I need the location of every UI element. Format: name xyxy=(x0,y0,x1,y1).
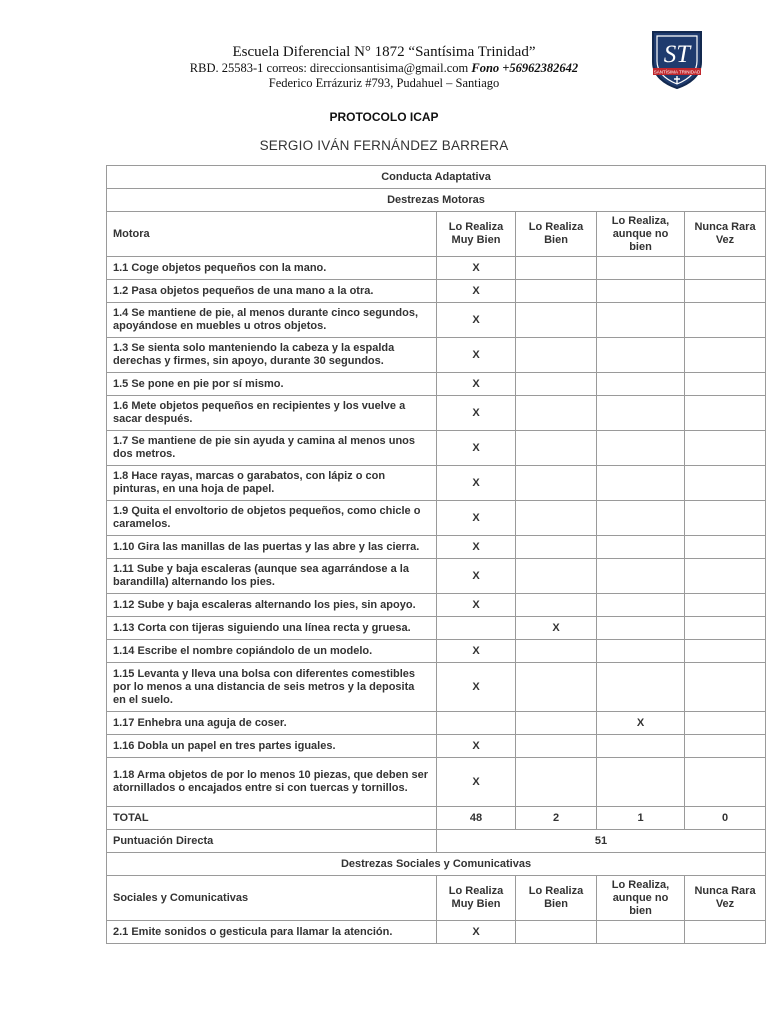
school-phone: Fono +56962382642 xyxy=(471,61,579,75)
mark-muy-bien xyxy=(437,712,516,735)
table-row xyxy=(107,373,766,396)
item-label: 1.4 Se mantiene de pie, al menos durante cinco segundos, apoyándose en muebles u otros objetos. xyxy=(107,303,437,338)
table-row xyxy=(107,921,766,944)
school-rbd-email: RBD. 25583-1 correos: direccionsantisima@gmail.com xyxy=(189,61,472,75)
mark-muy-bien: X xyxy=(437,466,516,501)
table-row xyxy=(107,431,766,466)
item-label: 1.5 Se pone en pie por sí mismo. xyxy=(107,373,437,396)
mark-bien xyxy=(516,338,597,373)
mark-bien xyxy=(516,663,597,712)
item-label: 1.14 Escribe el nombre copiándolo de un modelo. xyxy=(107,640,437,663)
mark-nunca xyxy=(685,257,766,280)
item-label: 1.9 Quita el envoltorio de objetos pequeños, como chicle o caramelos. xyxy=(107,501,437,536)
mark-muy-bien: X xyxy=(437,338,516,373)
motor-header-row xyxy=(107,212,766,257)
item-label: 1.13 Corta con tijeras siguiendo una línea recta y gruesa. xyxy=(107,617,437,640)
header-bien: Lo Realiza Bien xyxy=(516,212,597,257)
mark-aunque-no-bien xyxy=(597,396,685,431)
item-label: 1.10 Gira las manillas de las puertas y las abre y las cierra. xyxy=(107,536,437,559)
table-row xyxy=(107,594,766,617)
mark-aunque-no-bien xyxy=(597,594,685,617)
mark-aunque-no-bien xyxy=(597,559,685,594)
motor-header-category: Motora xyxy=(107,212,437,257)
total-nunca: 0 xyxy=(685,807,766,830)
mark-bien xyxy=(516,921,597,944)
mark-aunque-no-bien xyxy=(597,373,685,396)
mark-bien xyxy=(516,303,597,338)
table-row xyxy=(107,735,766,758)
item-label: 1.6 Mete objetos pequeños en recipientes y los vuelve a sacar después. xyxy=(107,396,437,431)
mark-muy-bien: X xyxy=(437,663,516,712)
item-label: 1.2 Pasa objetos pequeños de una mano a la otra. xyxy=(107,280,437,303)
section-row xyxy=(107,166,766,189)
mark-nunca xyxy=(685,396,766,431)
mark-aunque-no-bien xyxy=(597,280,685,303)
svg-text:SANTÍSIMA TRINIDAD: SANTÍSIMA TRINIDAD xyxy=(653,69,701,75)
item-label: 1.1 Coge objetos pequeños con la mano. xyxy=(107,257,437,280)
table-row xyxy=(107,396,766,431)
mark-bien xyxy=(516,640,597,663)
item-label: 1.17 Enhebra una aguja de coser. xyxy=(107,712,437,735)
social-subtitle: Destrezas Sociales y Comunicativas xyxy=(107,853,766,876)
mark-bien xyxy=(516,712,597,735)
table-row xyxy=(107,338,766,373)
item-label: 1.15 Levanta y lleva una bolsa con diferentes comestibles por lo menos a una distancia de seis metros y la deposita en el suelo. xyxy=(107,663,437,712)
item-label: 2.1 Emite sonidos o gesticula para llamar la atención. xyxy=(107,921,437,944)
mark-bien xyxy=(516,280,597,303)
mark-bien xyxy=(516,257,597,280)
motor-subtitle: Destrezas Motoras xyxy=(107,189,766,212)
section-title: Conducta Adaptativa xyxy=(107,166,766,189)
mark-nunca xyxy=(685,466,766,501)
header-nunca: Nunca Rara Vez xyxy=(685,876,766,921)
item-label: 1.18 Arma objetos de por lo menos 10 piezas, que deben ser atornillados o encajados entre si con tuercas y tornillos. xyxy=(107,758,437,807)
table-row xyxy=(107,712,766,735)
mark-muy-bien: X xyxy=(437,280,516,303)
direct-score-label: Puntuación Directa xyxy=(107,830,437,853)
item-label: 1.11 Sube y baja escaleras (aunque sea agarrándose a la barandilla) alternando los pies. xyxy=(107,559,437,594)
header-muy-bien: Lo Realiza Muy Bien xyxy=(437,876,516,921)
mark-nunca xyxy=(685,921,766,944)
item-label: 1.7 Se mantiene de pie sin ayuda y camina al menos unos dos metros. xyxy=(107,431,437,466)
mark-aunque-no-bien xyxy=(597,617,685,640)
header-muy-bien: Lo Realiza Muy Bien xyxy=(437,212,516,257)
mark-nunca xyxy=(685,431,766,466)
item-label: 1.16 Dobla un papel en tres partes iguales. xyxy=(107,735,437,758)
mark-muy-bien: X xyxy=(437,735,516,758)
table-row xyxy=(107,280,766,303)
mark-aunque-no-bien xyxy=(597,303,685,338)
mark-aunque-no-bien xyxy=(597,338,685,373)
student-name: SERGIO IVÁN FERNÁNDEZ BARRERA xyxy=(259,138,509,153)
mark-aunque-no-bien xyxy=(597,466,685,501)
subsection-row xyxy=(107,189,766,212)
mark-bien xyxy=(516,396,597,431)
header-nunca: Nunca Rara Vez xyxy=(685,212,766,257)
mark-muy-bien: X xyxy=(437,396,516,431)
mark-bien xyxy=(516,735,597,758)
school-name: Escuela Diferencial N° 1872 “Santísima Trinidad” xyxy=(232,44,536,60)
table-row xyxy=(107,466,766,501)
direct-score-row xyxy=(107,830,766,853)
mark-nunca xyxy=(685,640,766,663)
mark-nunca xyxy=(685,501,766,536)
mark-nunca xyxy=(685,712,766,735)
mark-muy-bien: X xyxy=(437,373,516,396)
header-aunque-no-bien: Lo Realiza, aunque no bien xyxy=(597,212,685,257)
mark-aunque-no-bien xyxy=(597,640,685,663)
mark-nunca xyxy=(685,663,766,712)
table-row xyxy=(107,257,766,280)
mark-nunca xyxy=(685,617,766,640)
table-row xyxy=(107,559,766,594)
mark-aunque-no-bien xyxy=(597,431,685,466)
subsection-row xyxy=(107,853,766,876)
mark-aunque-no-bien xyxy=(597,921,685,944)
mark-bien xyxy=(516,431,597,466)
table-row xyxy=(107,536,766,559)
mark-muy-bien: X xyxy=(437,559,516,594)
mark-bien xyxy=(516,536,597,559)
total-aunque-no-bien: 1 xyxy=(597,807,685,830)
mark-muy-bien: X xyxy=(437,758,516,807)
total-bien: 2 xyxy=(516,807,597,830)
mark-aunque-no-bien: X xyxy=(597,712,685,735)
table-row xyxy=(107,640,766,663)
header-bien: Lo Realiza Bien xyxy=(516,876,597,921)
table-row xyxy=(107,663,766,712)
svg-text:ST: ST xyxy=(663,41,691,68)
mark-aunque-no-bien xyxy=(597,735,685,758)
mark-bien xyxy=(516,559,597,594)
mark-nunca xyxy=(685,280,766,303)
mark-aunque-no-bien xyxy=(597,758,685,807)
total-row xyxy=(107,807,766,830)
mark-nunca xyxy=(685,303,766,338)
mark-muy-bien: X xyxy=(437,594,516,617)
mark-aunque-no-bien xyxy=(597,663,685,712)
table-row xyxy=(107,501,766,536)
item-label: 1.8 Hace rayas, marcas o garabatos, con lápiz o con pinturas, en una hoja de papel. xyxy=(107,466,437,501)
total-muy-bien: 48 xyxy=(437,807,516,830)
mark-muy-bien: X xyxy=(437,501,516,536)
mark-muy-bien: X xyxy=(437,431,516,466)
item-label: 1.3 Se sienta solo manteniendo la cabeza y la espalda derechas y firmes, sin apoyo, durante 30 segundos. xyxy=(107,338,437,373)
mark-aunque-no-bien xyxy=(597,257,685,280)
mark-muy-bien: X xyxy=(437,257,516,280)
mark-muy-bien: X xyxy=(437,536,516,559)
table-row xyxy=(107,617,766,640)
mark-bien xyxy=(516,501,597,536)
mark-nunca xyxy=(685,373,766,396)
mark-nunca xyxy=(685,338,766,373)
header-aunque-no-bien: Lo Realiza, aunque no bien xyxy=(597,876,685,921)
mark-muy-bien xyxy=(437,617,516,640)
school-crest-logo xyxy=(649,28,705,90)
mark-muy-bien: X xyxy=(437,303,516,338)
mark-aunque-no-bien xyxy=(597,501,685,536)
mark-bien xyxy=(516,466,597,501)
table-row xyxy=(107,303,766,338)
mark-bien xyxy=(516,373,597,396)
direct-score-value: 51 xyxy=(437,830,766,853)
mark-aunque-no-bien xyxy=(597,536,685,559)
icap-table xyxy=(106,165,766,944)
mark-nunca xyxy=(685,559,766,594)
mark-nunca xyxy=(685,594,766,617)
mark-bien xyxy=(516,758,597,807)
protocol-title: PROTOCOLO ICAP xyxy=(329,110,439,124)
mark-muy-bien: X xyxy=(437,921,516,944)
social-header-row xyxy=(107,876,766,921)
mark-nunca xyxy=(685,536,766,559)
school-address: Federico Errázuriz #793, Pudahuel – Santiago xyxy=(268,76,500,90)
item-label: 1.12 Sube y baja escaleras alternando los pies, sin apoyo. xyxy=(107,594,437,617)
table-row xyxy=(107,758,766,807)
social-header-category: Sociales y Comunicativas xyxy=(107,876,437,921)
mark-bien xyxy=(516,594,597,617)
total-label: TOTAL xyxy=(107,807,437,830)
mark-muy-bien: X xyxy=(437,640,516,663)
mark-nunca xyxy=(685,735,766,758)
mark-bien: X xyxy=(516,617,597,640)
mark-nunca xyxy=(685,758,766,807)
